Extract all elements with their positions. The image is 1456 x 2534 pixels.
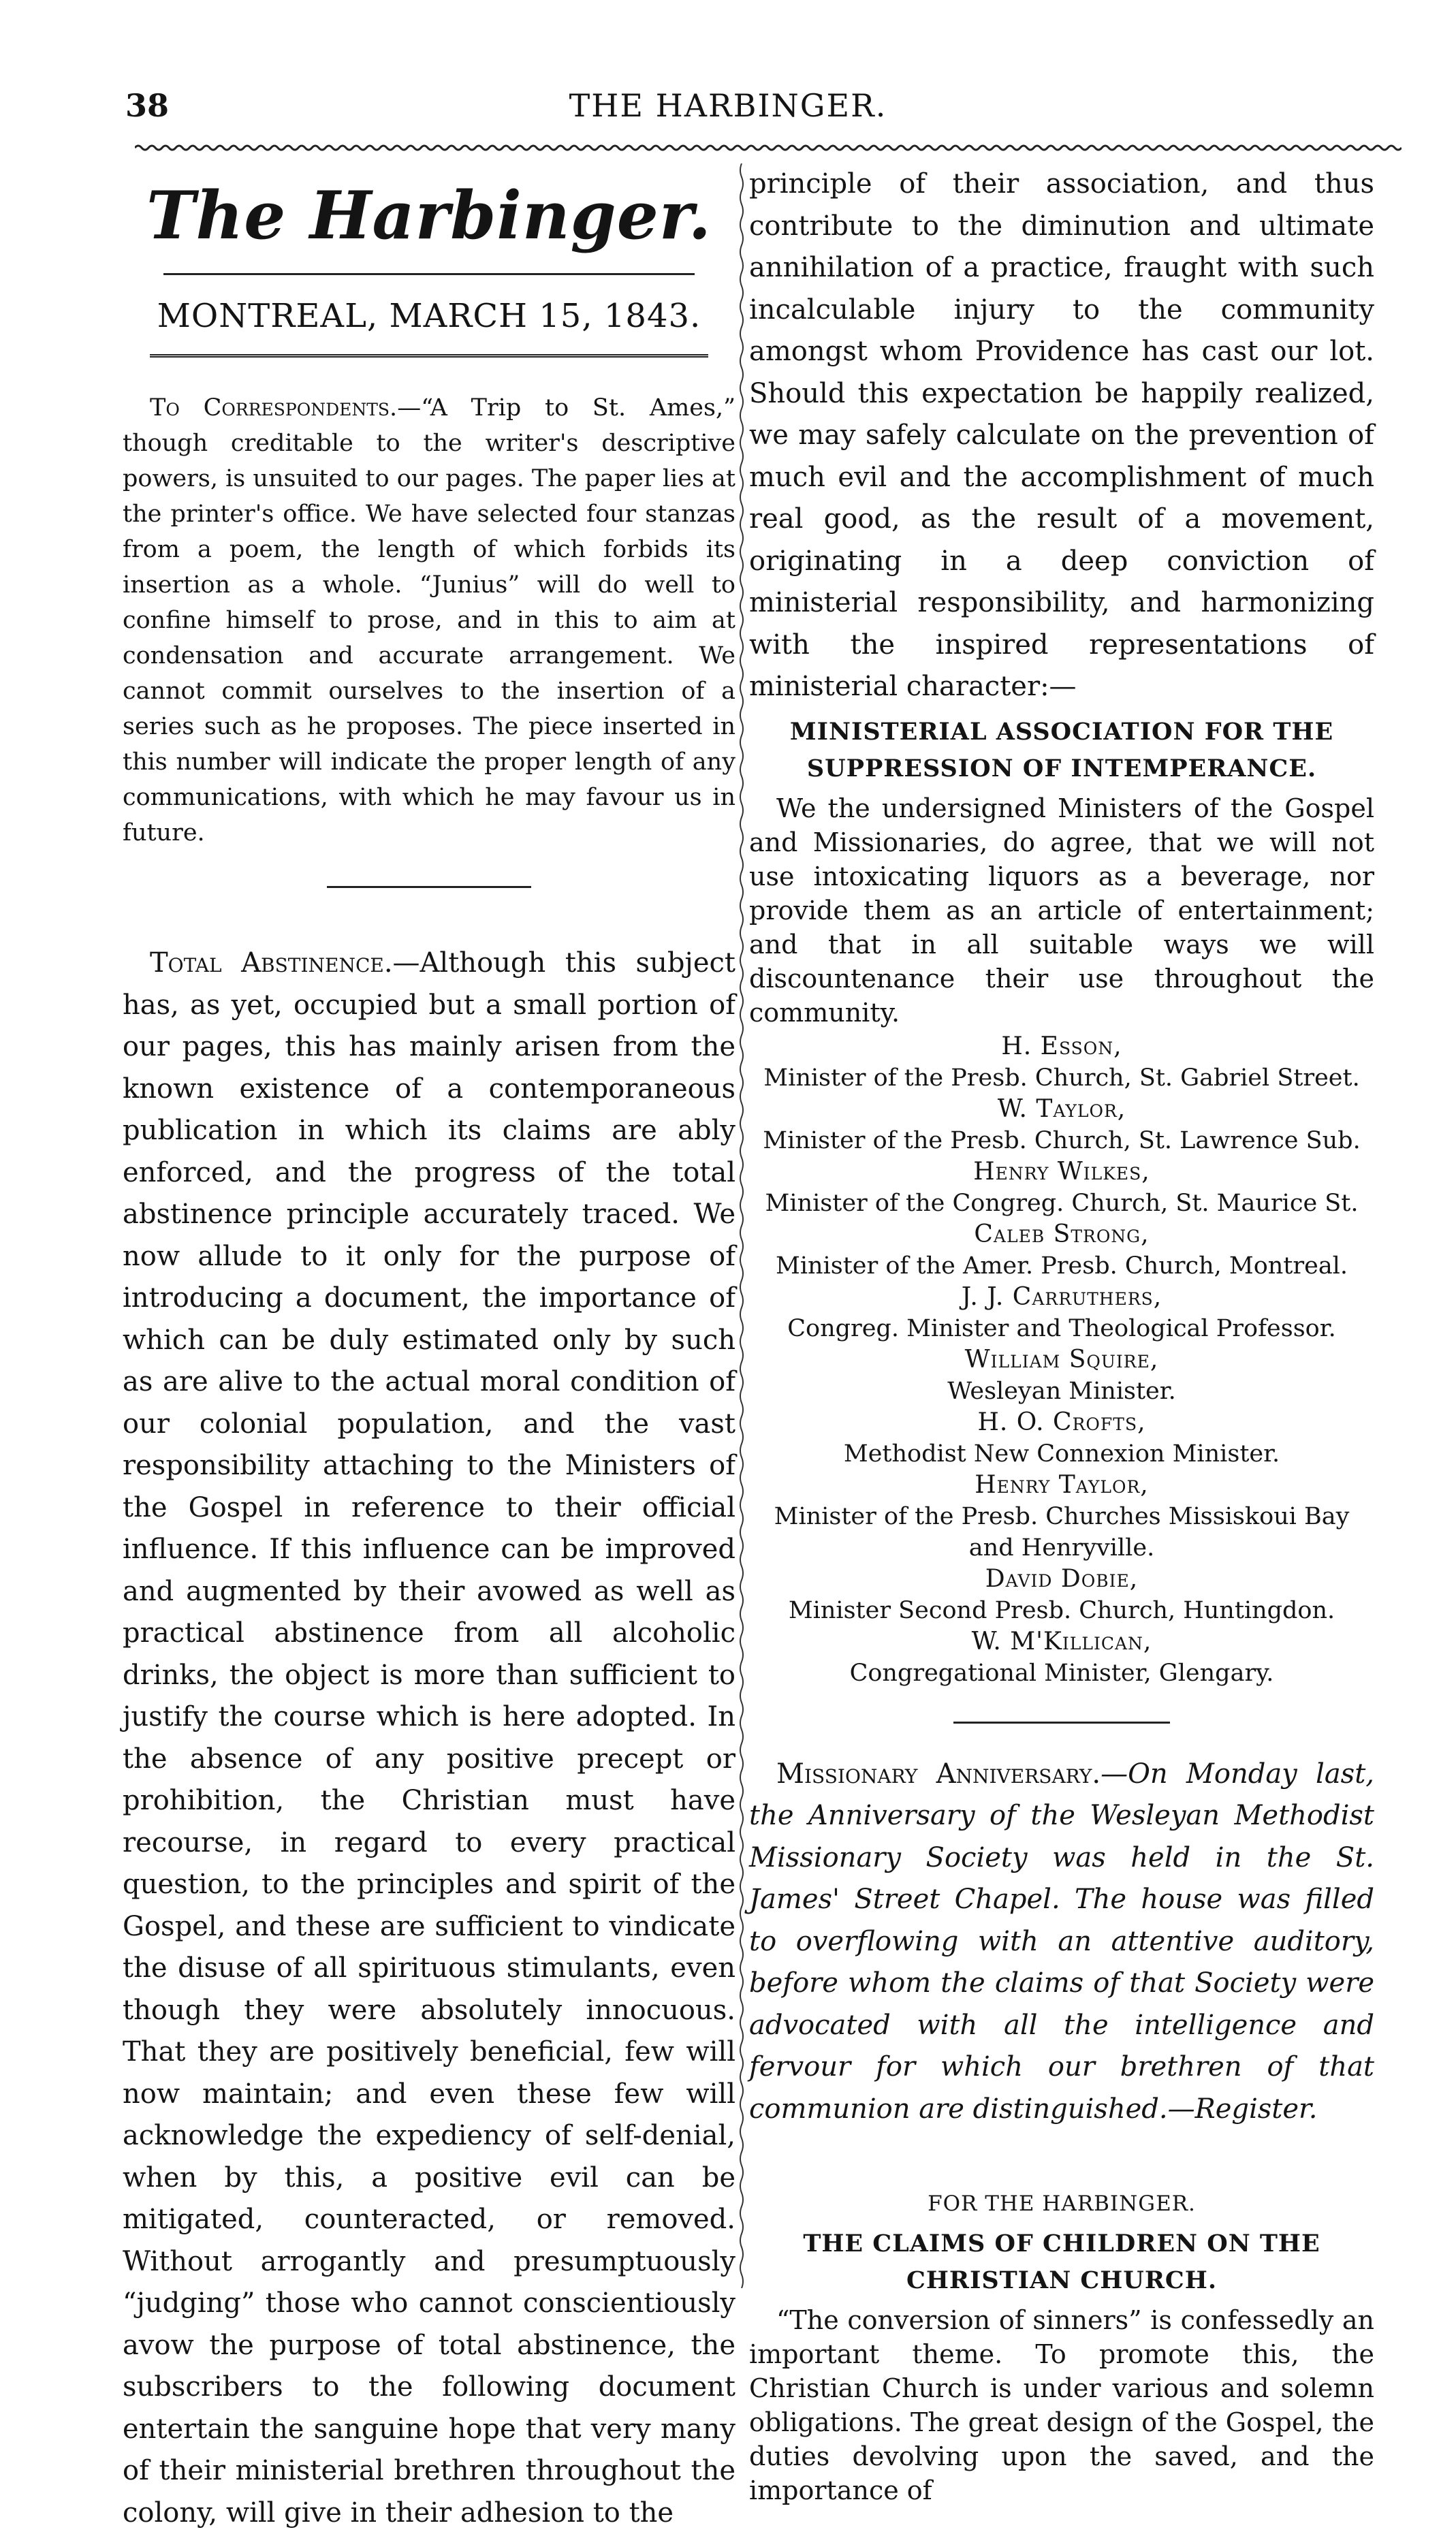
- abstinence-continuation: principle of their association, and thus contribute to the diminution and ultimate annihilation of a practice, fraught with such incalculable injury to the community amongst whom Providence has cast our lot. Should this expectation be happily realized, we may safely calculate on the prevention of much evil and the accomplishment of much real good, as the result of a movement, originating in a deep conviction of ministerial responsibility, and harmonizing with the inspired representations of ministerial character:—: [749, 168, 1374, 702]
- signatory-role: Congreg. Minister and Theological Professor.: [787, 1314, 1336, 1342]
- correspondents-lead: To Correspondents.: [150, 394, 398, 422]
- claims-heading: THE CLAIMS OF CHILDREN ON THE CHRISTIAN CHURCH.: [803, 2230, 1320, 2294]
- missionary-source: —Register.: [1167, 2093, 1318, 2125]
- missionary-anniversary-article: [749, 1754, 1374, 2131]
- signatory-name: W. M'Killican,: [971, 1627, 1152, 1656]
- signatory-role: Minister of the Presb. Churches Missiskoui Bay and Henryville.: [774, 1502, 1350, 1562]
- signatory-name: H. O. Crofts,: [977, 1408, 1146, 1436]
- signatory-role: Minister of the Presb. Church, St. Gabriel Street.: [763, 1064, 1360, 1092]
- header-wavy-rule: [135, 143, 1402, 153]
- signatory-name: Caleb Strong,: [974, 1220, 1150, 1248]
- section-rule: [327, 886, 531, 888]
- masthead-rule: [163, 273, 695, 275]
- missionary-text: —On Monday last, the Anniversary of the Wesleyan Methodist Missionary Society was held in the St. James' Street Chapel. The house was filled to overflowing with an attentive auditory, before whom the claims of that Society were advocated with all the intelligence and fervour for which our brethren of that communion are distinguished.: [749, 1758, 1374, 2125]
- claims-article-text: “The conversion of sinners” is confessedly an important theme. To promote this, the Christian Church is under various and solemn obligations. The great design of the Gospel, the duties devolving upon the saved, and the importance of: [749, 2305, 1374, 2505]
- signatory-name: David Dobie,: [985, 1564, 1139, 1593]
- left-column: [123, 163, 735, 2534]
- total-abstinence-lead: Total Abstinence.: [150, 947, 393, 979]
- signatory-name: W. Taylor,: [997, 1094, 1126, 1123]
- signatory-name: Henry Taylor,: [975, 1470, 1149, 1499]
- signatory-role: Methodist New Connexion Minister.: [843, 1440, 1280, 1468]
- page-number: 38: [125, 87, 170, 124]
- signatory-role: Wesleyan Minister.: [947, 1377, 1176, 1405]
- total-abstinence-text: —Although this subject has, as yet, occupied but a small portion of our pages, this has mainly arisen from the known existence of a contemporaneous publication in which its claims are ably enforced, and the progress of the total abstinence principle accurately traced. We now allude to it only for the purpose of introducing a document, the importance of which can be duly estimated only by such as are alive to the actual moral condition of our colonial population, and the vast responsibility attaching to the Ministers of the Gospel in reference to their official influence. If this influence can be improved and augmented by their avowed as well as practical abstinence from all alcoholic drinks, the object is more than sufficient to justify the course which is here adopted. In the absence of any positive precept or prohibition, the Christian must have recourse, in regard to every practical question, to the principles and spirit of the Gospel, and these are sufficient to vindicate the disuse of all spirituous stimulants, even though they were absolutely innocuous. That they are positively beneficial, few will now maintain; and even these few will acknowledge the expediency of self-denial, when by this, a positive evil can be mitigated, counteracted, or removed. Without arrogantly and presumptuously “judging” those who cannot conscientiously avow the purpose of total abstinence, the subscribers to the following document entertain the sanguine hope that very many of their ministerial brethren throughout the colony, will give in their adhesion to the: [123, 947, 735, 2529]
- signatory-name: H. Esson,: [1001, 1032, 1122, 1060]
- signatories-list: [749, 1031, 1374, 1689]
- right-column: [749, 163, 1374, 2507]
- dateline: MONTREAL, MARCH 15, 1843.: [157, 297, 701, 335]
- correspondents-text: —“A Trip to St. Ames,” though creditable to the writer's descriptive powers, is unsuited to our pages. The paper lies at the printer's office. We have selected four stanzas from a poem, the length of which forbids its insertion as a whole. “Junius” will do well to confine himself to prose, and in this to aim at condensation and accurate arrangement. We cannot commit ourselves to the insertion of a series such as he proposes. The piece inserted in this number will indicate the proper length of any communications, with which he may favour us in future.: [123, 394, 735, 846]
- signatory-name: Henry Wilkes,: [973, 1157, 1150, 1186]
- column-divider: [738, 163, 746, 2288]
- total-abstinence-article: [123, 943, 735, 2534]
- signatory-name: William Squire,: [964, 1345, 1159, 1374]
- section-rule: [953, 1722, 1170, 1724]
- signatory-role: Minister of the Amer. Presb. Church, Montreal.: [775, 1252, 1348, 1280]
- association-resolution: We the undersigned Ministers of the Gospel and Missionaries, do agree, that we will not use intoxicating liquors as a beverage, nor provide them as an article of entertainment; and that in all suitable ways we will discountenance their use throughout the community.: [749, 793, 1374, 1028]
- association-heading: MINISTERIAL ASSOCIATION FOR THE SUPPRESSION OF INTEMPERANCE.: [789, 717, 1334, 782]
- signatory-role: Minister Second Presb. Church, Huntingdon.: [788, 1596, 1335, 1624]
- running-title: THE HARBINGER.: [569, 87, 887, 124]
- masthead-title: The Harbinger.: [146, 177, 712, 254]
- for-the-harbinger-line: FOR THE HARBINGER.: [928, 2191, 1196, 2216]
- signatory-role: Congregational Minister, Glengary.: [849, 1659, 1274, 1687]
- dateline-double-rule: [150, 354, 708, 362]
- signatory-role: Minister of the Presb. Church, St. Lawrence Sub.: [763, 1126, 1361, 1154]
- signatory-role: Minister of the Congreg. Church, St. Maurice St.: [765, 1189, 1359, 1217]
- signatory-name: J. J. Carruthers,: [961, 1282, 1162, 1311]
- correspondents-notice: [123, 390, 735, 851]
- missionary-lead: Missionary Anniversary.: [776, 1758, 1101, 1790]
